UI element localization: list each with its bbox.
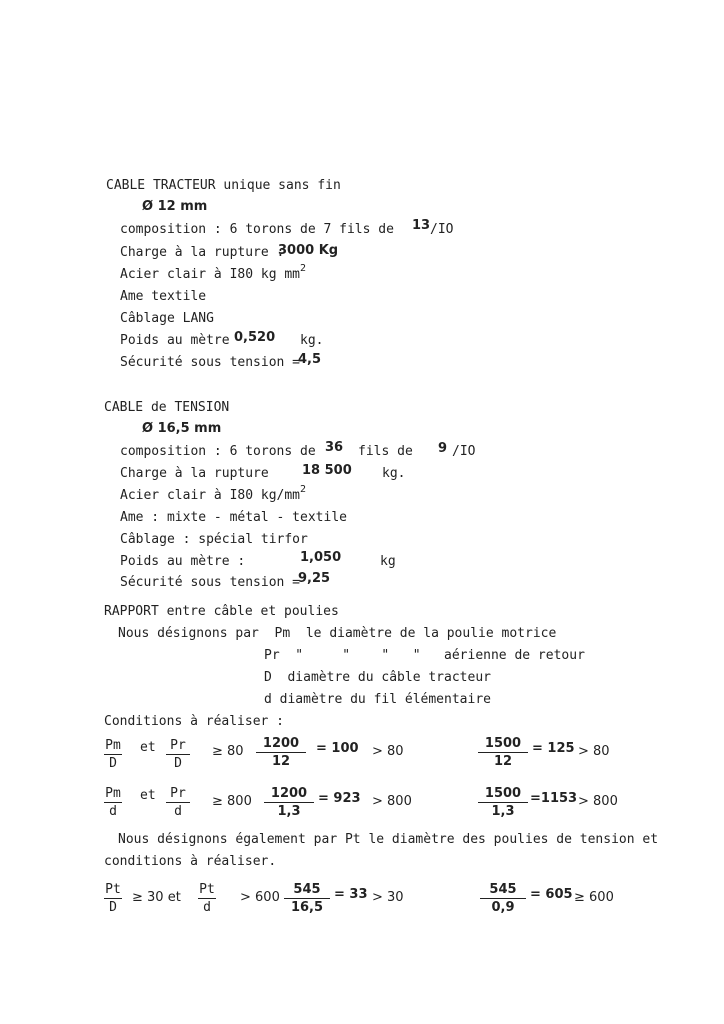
frac-denominator: D bbox=[109, 900, 117, 915]
eq1-et: et bbox=[140, 740, 156, 755]
cable-tension-composition-num2: 9 bbox=[438, 441, 448, 456]
eq3-gt1: > 30 bbox=[372, 890, 404, 905]
eq1-frac-1500-12 bbox=[478, 736, 528, 769]
cable-tension-composition: composition : 6 torons de bbox=[120, 444, 316, 459]
frac-bar bbox=[104, 754, 122, 755]
cable-tension-heading: CABLE de TENSION bbox=[104, 400, 230, 415]
cable-tension-ame: Ame : mixte - métal - textile bbox=[120, 510, 347, 525]
eq2-gt1: > 800 bbox=[372, 794, 412, 809]
frac-denominator: 1,3 bbox=[491, 804, 515, 819]
rapport-line-2: Pr " " " " aérienne de retour bbox=[264, 648, 585, 663]
cable-tension-charge-label: Charge à la rupture bbox=[120, 466, 269, 481]
frac-denominator: 16,5 bbox=[290, 900, 324, 915]
frac-bar bbox=[480, 898, 526, 899]
tension-text-line-1: Nous désignons également par Pt le diamètre des poulies de tension et bbox=[118, 832, 659, 847]
frac-numerator: 1200 bbox=[270, 786, 308, 801]
frac-numerator: Pm bbox=[105, 786, 121, 801]
cable-tracteur-securite-value: 4,5 bbox=[298, 352, 322, 367]
frac-numerator: 545 bbox=[489, 882, 517, 897]
frac-denominator: d bbox=[109, 804, 117, 819]
cable-tension-poids-value: 1,050 bbox=[300, 550, 342, 565]
frac-bar bbox=[478, 802, 528, 803]
frac-denominator: 1,3 bbox=[277, 804, 301, 819]
cable-tracteur-ame: Ame textile bbox=[120, 289, 207, 304]
frac-numerator: Pm bbox=[105, 738, 121, 753]
cable-tracteur-diameter: Ø 12 mm bbox=[142, 199, 208, 214]
eq2-ge: ≥ 800 bbox=[212, 794, 252, 809]
cable-tension-composition-den: /IO bbox=[452, 444, 476, 459]
eq3-result-2: = 605 bbox=[530, 887, 573, 902]
frac-denominator: d bbox=[203, 900, 211, 915]
cable-tension-composition-num: 36 bbox=[325, 440, 344, 455]
eq1-frac-pr-d bbox=[166, 738, 190, 771]
eq3-result: = 33 bbox=[334, 887, 368, 902]
acier-sup: 2 bbox=[300, 484, 307, 495]
cable-tracteur-charge-value: 3000 Kg bbox=[278, 243, 339, 258]
cable-tension-securite-value: 9,25 bbox=[298, 571, 331, 586]
frac-numerator: Pt bbox=[105, 882, 121, 897]
cable-tracteur-composition-den: /IO bbox=[430, 222, 454, 237]
eq3-ge2: ≥ 600 bbox=[574, 890, 614, 905]
cable-tension-charge-value: 18 500 bbox=[302, 463, 352, 478]
eq2-frac-1200-13 bbox=[264, 786, 314, 819]
cable-tracteur-heading: CABLE TRACTEUR unique sans fin bbox=[106, 178, 341, 193]
frac-denominator: d bbox=[174, 804, 182, 819]
frac-numerator: 1500 bbox=[484, 736, 522, 751]
conditions-label: Conditions à réaliser : bbox=[104, 714, 285, 729]
eq1-frac-1200-12 bbox=[256, 736, 306, 769]
frac-denominator: D bbox=[174, 756, 182, 771]
frac-denominator: 0,9 bbox=[491, 900, 515, 915]
eq1-gt1: > 80 bbox=[372, 744, 404, 759]
frac-denominator: 12 bbox=[271, 754, 291, 769]
eq1-result-2: = 125 bbox=[532, 741, 575, 756]
frac-bar bbox=[104, 898, 122, 899]
cable-tracteur-poids-label: Poids au mètre bbox=[120, 333, 230, 348]
frac-bar bbox=[478, 752, 528, 753]
cable-tracteur-poids-value: 0,520 bbox=[234, 330, 276, 345]
frac-numerator: 1500 bbox=[484, 786, 522, 801]
frac-numerator: 545 bbox=[293, 882, 321, 897]
rapport-line-4: d diamètre du fil élémentaire bbox=[264, 692, 491, 707]
eq1-frac-pm-d bbox=[104, 738, 122, 771]
eq2-frac-pr-d bbox=[166, 786, 190, 819]
frac-bar bbox=[198, 898, 216, 899]
cable-tension-securite-label: Sécurité sous tension = bbox=[120, 575, 301, 590]
cable-tension-acier bbox=[120, 484, 307, 505]
eq2-frac-pm-d bbox=[104, 786, 122, 819]
cable-tracteur-cablage: Câblage LANG bbox=[120, 311, 214, 326]
eq1-gt2: > 80 bbox=[578, 744, 610, 759]
tension-text-line-2: conditions à réaliser. bbox=[104, 854, 277, 869]
frac-bar bbox=[166, 802, 190, 803]
cable-tension-charge-unit: kg. bbox=[382, 466, 406, 481]
cable-tension-poids-unit: kg bbox=[380, 554, 396, 569]
frac-numerator: Pt bbox=[199, 882, 215, 897]
frac-bar bbox=[284, 898, 330, 899]
cable-tracteur-poids-unit: kg. bbox=[300, 333, 324, 348]
acier-label: Acier clair à I80 kg mm bbox=[120, 267, 301, 282]
eq2-result: = 923 bbox=[318, 791, 361, 806]
eq3-gt0: > 600 bbox=[240, 890, 280, 905]
eq2-et: et bbox=[140, 788, 156, 803]
frac-bar bbox=[104, 802, 122, 803]
eq3-frac-545-165 bbox=[284, 882, 330, 915]
frac-denominator: 12 bbox=[493, 754, 513, 769]
eq2-frac-1500-13 bbox=[478, 786, 528, 819]
cable-tension-composition-mid: fils de bbox=[358, 444, 413, 459]
cable-tracteur-composition-num: 13 bbox=[412, 218, 431, 233]
cable-tension-diameter: Ø 16,5 mm bbox=[142, 421, 222, 436]
frac-bar bbox=[264, 802, 314, 803]
eq3-frac-545-09 bbox=[480, 882, 526, 915]
frac-bar bbox=[166, 754, 190, 755]
cable-tracteur-composition: composition : 6 torons de 7 fils de bbox=[120, 222, 394, 237]
frac-bar bbox=[256, 752, 306, 753]
acier-sup: 2 bbox=[300, 263, 307, 274]
cable-tension-cablage: Câblage : spécial tirfor bbox=[120, 532, 308, 547]
frac-denominator: D bbox=[109, 756, 117, 771]
eq3-frac-pt-d bbox=[198, 882, 216, 915]
rapport-heading: RAPPORT entre câble et poulies bbox=[104, 604, 339, 619]
eq1-result: = 100 bbox=[316, 741, 359, 756]
frac-numerator: Pr bbox=[170, 786, 186, 801]
rapport-line-1: Nous désignons par Pm le diamètre de la poulie motrice bbox=[118, 626, 557, 641]
eq1-ge: ≥ 80 bbox=[212, 744, 244, 759]
frac-numerator: 1200 bbox=[262, 736, 300, 751]
eq3-ge1: ≥ 30 et bbox=[132, 890, 181, 905]
cable-tracteur-acier bbox=[120, 263, 307, 284]
cable-tension-poids-label: Poids au mètre : bbox=[120, 554, 246, 569]
cable-tracteur-securite-label: Sécurité sous tension = bbox=[120, 355, 301, 370]
cable-tracteur-charge-label: Charge à la rupture : bbox=[120, 245, 285, 260]
acier-label: Acier clair à I80 kg/mm bbox=[120, 488, 301, 503]
eq2-gt2: > 800 bbox=[578, 794, 618, 809]
eq3-frac-pt-D bbox=[104, 882, 122, 915]
eq2-result-2: =1153 bbox=[530, 791, 578, 806]
frac-numerator: Pr bbox=[170, 738, 186, 753]
rapport-line-3: D diamètre du câble tracteur bbox=[264, 670, 491, 685]
